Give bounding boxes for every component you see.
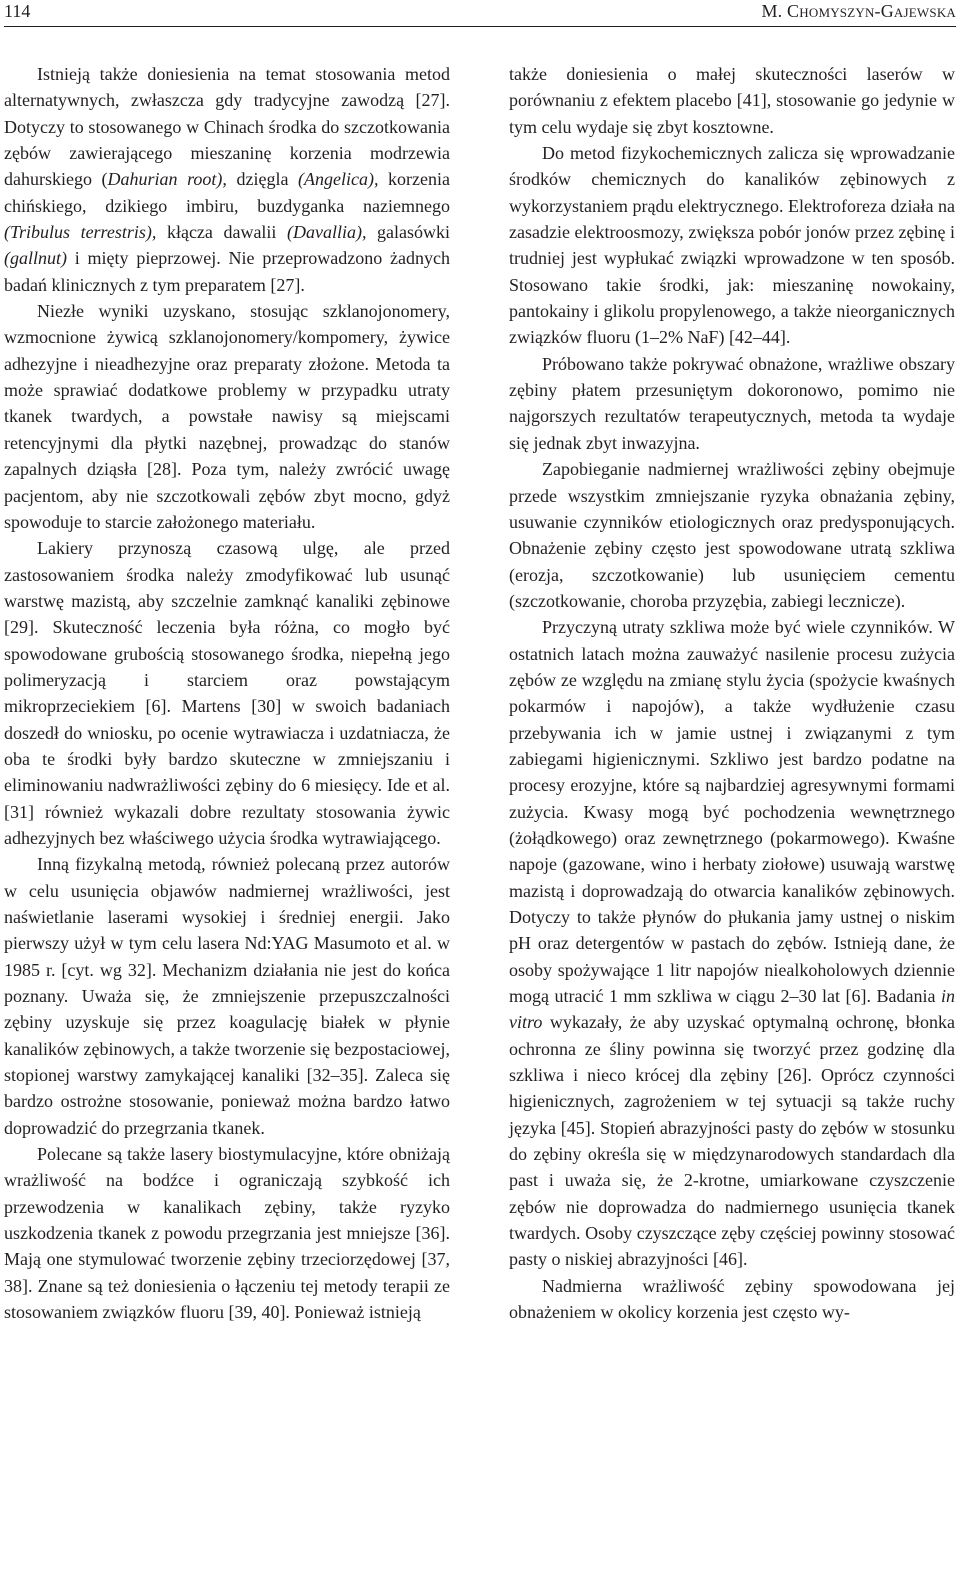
page-number: 114: [4, 1, 31, 21]
paragraph: [4, 535, 450, 851]
paragraph-text: Nadmierna wrażliwość zębiny spowodowana jej obnażeniem w okolicy korzenia jest często wy-: [509, 1275, 955, 1323]
paragraph-text: Lakiery przynoszą czasową ulgę, ale przed zastosowaniem środka należy zmodyfikować lub usunąć warstwę mazistą, aby szczelnie zamknąć kanaliki zębinowe [29]. Skuteczność leczenia była różna, co mogło być spowodowane grubością stosowanego środka, niepełną jego polimeryzacją i starciem oraz powstającym mikroprzeciekiem [6]. Martens [30] w swoich badaniach doszedł do wniosku, po ocenie wytrawiacza i uzdatniacza, że oba te środki były bardzo skuteczne w zmniejszaniu i eliminowaniu nadwrażliwości zębiny do 6 miesięcy. Ide et al. [31] również wykazali dobre rezultaty stosowania żywic adhezyjnych bez właściwego użycia środka wytrawiającego.: [4, 538, 450, 848]
paragraph-text: wykazały, że aby uzyskać optymalną ochronę, błonka ochronna ze śliny powinna się tworzyć przez godzinę dla szkliwa i nieco krócej dla zębiny [26]. Oprócz czynności higienicznych, zagrożeniem w tej sytuacji są także ruchy języka [45]. Stopień abrazyjności pasty do zębów w stosunku do zębiny określa się w międzynarodowych standardach dla past i uważa się, że 2-krotne, umiarkowane czyszczenie zębów nie doprowadza do nadmiernego usunięcia tkanek twardych. Osoby czyszczące zęby częściej powinny stosować pasty o niskiej abrazyjności [46].: [509, 1012, 955, 1270]
paragraph: [509, 351, 955, 456]
italic-text: (Angelica),: [298, 169, 379, 190]
paragraph-text: Istnieją także doniesienia na temat stosowania metod alternatywnych, zwłaszcza gdy tradycyjne zawodzą [27]. Dotyczy to stosowanego w Chinach środka do szczotkowania zębów zawierającego mieszaninę korzenia modrzewia dahurskiego (: [4, 64, 450, 190]
paragraph-text: galasówki: [366, 222, 450, 243]
italic-text: in vitro: [509, 986, 955, 1033]
paragraph-text: Przyczyną utraty szkliwa może być wiele czynników. W ostatnich latach można zauważyć nasilenie procesu zużycia zębów ze względu na zmianę stylu życia (spożycie kwaśnych pokarmów i napojów), a także wydłużenie czasu przebywania ich w jamie ustnej i związanymi z tym zabiegami higienicznymi. Szkliwo jest bardzo podatne na procesy erozyjne, które są najbardziej agresywnymi formami zużycia. Kwasy mogą być pochodzenia wewnętrznego (żołądkowego) oraz zewnętrznego (pokarmowego). Kwaśne napoje (gazowane, wino i herbaty ziołowe) usuwają warstwę mazistą i doprowadzają do otwarcia kanalików zębinowych. Dotyczy to także płynów do płukania jamy ustnej o niskim pH oraz detergentów w pastach do zębów. Istnieją dane, że osoby spożywające 1 litr napojów niealkoholowych dziennie mogą utracić 1 mm szkliwa w ciągu 2–30 lat [6]. Badania: [509, 617, 955, 1007]
italic-text: (Tribulus terrestris),: [4, 222, 157, 243]
paragraph: [509, 61, 955, 140]
paragraph: [509, 1273, 955, 1326]
running-head-author: M. Chomyszyn-Gajewska: [761, 1, 956, 21]
paragraph: [509, 614, 955, 1273]
paragraph: [4, 61, 450, 298]
paragraph-text: Polecane są także lasery biostymulacyjne, które obniżają wrażliwość na bodźce i ograniczają szybkość ich przewodzenia w kanalikach zębiny, także ryzyko uszkodzenia tkanek z powodu przegrzania jest mniejsze [36]. Mają one stymulować tworzenie zębiny trzeciorzędowej [37, 38]. Znane są też doniesienia o łączeniu tej metody terapii ze stosowaniem związków fluoru [39, 40]. Ponieważ istnieją: [4, 1144, 450, 1323]
paragraph-text: korzenia chińskiego, dzikiego imbiru, buzdyganka naziemnego: [4, 169, 450, 216]
paragraph-text: Zapobieganie nadmiernej wrażliwości zębiny obejmuje przede wszystkim zmniejszanie ryzyka obnażania zębiny, usuwanie czynników etiologicznych oraz predysponujących. Obnażenie zębiny często jest spowodowane utratą szkliwa (erozja, szczotkowanie) lub usunięciem cementu (szczotkowanie, choroba przyzębia, zabiegi lecznicze).: [509, 459, 955, 611]
paragraph: [4, 298, 450, 535]
paragraph-text: Do metod fizykochemicznych zalicza się wprowadzanie środków chemicznych do kanalików zębinowych z wykorzystaniem prądu elektrycznego. Elektroforeza działa na zasadzie elektroosmozy, zwiększa pobór jonów przez zębinę i trudniej jest wypłukać związki wprowadzone w ten sposób. Stosowano takie środki, jak: mieszaninę nowokainy, pantokainy i glikolu propylenowego, a także nieorganicznych związków fluoru (1–2% NaF) [42–44].: [509, 143, 955, 348]
paragraph: [4, 1141, 450, 1325]
paragraph-text: Inną fizykalną metodą, również polecaną przez autorów w celu usunięcia objawów nadmiernej wrażliwości, jest naświetlanie laserami wysokiej i średniej energii. Jako pierwszy użył w tym celu lasera Nd:YAG Masumoto et al. w 1985 r. [cyt. wg 32]. Mechanizm działania nie jest do końca poznany. Uważa się, że zmniejszenie przepuszczalności zębiny uzyskuje się przez koagulację białek w płynie kanalików zębinowych, a także tworzenie się bezpostaciowej, stopionej warstwy zamykającej kanaliki [32–35]. Zaleca się bardzo ostrożne stosowanie, ponieważ można bardzo łatwo doprowadzić do przegrzania tkanek.: [4, 854, 450, 1138]
paragraph-text: i mięty pieprzowej. Nie przeprowadzono żadnych badań klinicznych z tym preparatem [27].: [4, 248, 450, 295]
paragraph: [4, 851, 450, 1141]
italic-text: (Davallia),: [286, 222, 367, 243]
paragraph: [509, 456, 955, 614]
italic-text: Dahurian root),: [107, 169, 227, 190]
paragraph-text: Próbowano także pokrywać obnażone, wrażliwe obszary zębiny płatem przesuniętym dokoronowo, pomimo nie najgorszych rezultatów terapeutycznych, metoda ta wydaje się jednak zbyt inwazyjna.: [509, 353, 955, 453]
paragraph: [509, 140, 955, 351]
paragraph-text: kłącza dawalii: [156, 222, 287, 243]
page-header: [4, 0, 956, 27]
paragraph-text: dzięgla: [226, 169, 298, 190]
right-column: [509, 61, 955, 1326]
left-column: [4, 61, 450, 1326]
paragraph-text: także doniesienia o małej skuteczności laserów w porównaniu z efektem placebo [41], stosowanie go jedynie w tym celu wydaje się zbyt kosztowne.: [509, 64, 955, 137]
paragraph-text: Niezłe wyniki uzyskano, stosując szklanojonomery, wzmocnione żywicą szklanojonomery/kompomery, żywice adhezyjne i nieadhezyjne oraz preparaty złożone. Metoda ta może sprawiać dodatkowe problemy w przypadku utraty tkanek twardych, a powstałe nawisy są miejscami retencyjnymi dla płytki nazębnej, prowadząc do stanów zapalnych dziąsła [28]. Poza tym, należy zwrócić uwagę pacjentom, aby nie szczotkowali zębów zbyt mocno, gdyż spowoduje to starcie założonego materiału.: [4, 301, 450, 532]
italic-text: (gallnut): [4, 248, 67, 269]
